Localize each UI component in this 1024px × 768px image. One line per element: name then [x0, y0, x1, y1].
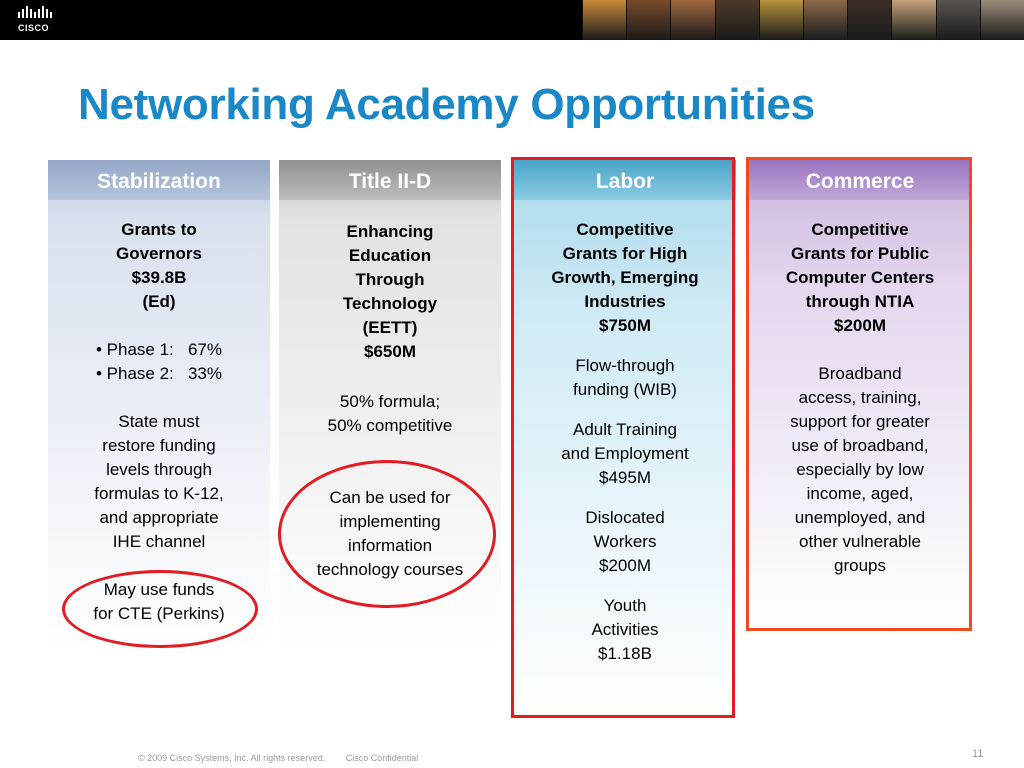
dislocated-amount: $200M	[599, 556, 651, 575]
adult-training	[520, 418, 730, 490]
cte-line: for CTE (Perkins)	[93, 604, 225, 623]
adult-line: Adult Training	[573, 420, 677, 439]
flow-line: funding (WIB)	[573, 380, 677, 399]
flow-through-note	[520, 354, 730, 402]
it-line: technology courses	[316, 560, 464, 579]
state-line: restore funding	[102, 436, 216, 455]
dislocated-line: Dislocated	[585, 508, 665, 527]
stabilization-line: Governors	[116, 244, 202, 263]
eett-line: Technology	[342, 294, 438, 313]
broadband-line: Broadband	[818, 364, 902, 383]
labor-line: Competitive	[576, 220, 674, 239]
photo-strip	[582, 0, 1024, 40]
flow-line: Flow-through	[575, 356, 675, 375]
photo-tile	[980, 0, 1024, 40]
cte-note	[54, 578, 264, 626]
photo-tile	[847, 0, 891, 40]
stabilization-header: Stabilization	[48, 160, 270, 200]
photo-tile	[803, 0, 847, 40]
stabilization-line: (Ed)	[142, 292, 176, 311]
labor-header: Labor	[514, 160, 736, 200]
labor-line: Industries	[584, 292, 666, 311]
youth-amount: $1.18B	[598, 644, 652, 663]
broadband-note	[755, 362, 965, 578]
slide-title: Networking Academy Opportunities	[78, 80, 815, 129]
labor-line: Grants for High	[562, 244, 688, 263]
state-line: State must	[118, 412, 200, 431]
title-ii-d-header: Title II-D	[279, 160, 501, 200]
photo-tile	[759, 0, 803, 40]
youth-activities	[520, 594, 730, 666]
youth-line: Youth	[603, 596, 647, 615]
footer	[138, 753, 436, 763]
broadband-line: groups	[834, 556, 886, 575]
broadband-line: use of broadband,	[791, 436, 929, 455]
state-line: and appropriate	[99, 508, 219, 527]
state-line: formulas to K-12,	[94, 484, 224, 503]
commerce-column	[749, 160, 971, 628]
top-banner	[0, 0, 1024, 40]
labor-amount: $750M	[599, 316, 651, 335]
formula-line: 50% competitive	[327, 416, 453, 435]
it-line: implementing	[339, 512, 441, 531]
state-line: levels through	[106, 460, 212, 479]
eett-block	[285, 220, 495, 364]
labor-grant-block	[520, 218, 730, 338]
photo-tile	[670, 0, 714, 40]
commerce-line: Computer Centers	[785, 268, 935, 287]
broadband-line: unemployed, and	[794, 508, 926, 527]
broadband-line: income, aged,	[806, 484, 914, 503]
photo-tile	[891, 0, 935, 40]
commerce-grant-block	[755, 218, 965, 338]
page-number: 11	[972, 748, 984, 760]
formula-line: 50% formula;	[339, 392, 441, 411]
phase-1: • Phase 1: 67%	[96, 340, 222, 359]
formula-split	[285, 390, 495, 438]
it-line: information	[347, 536, 433, 555]
eett-line: Education	[348, 246, 432, 265]
broadband-line: especially by low	[796, 460, 924, 479]
stabilization-grant-block	[54, 218, 264, 314]
state-line: IHE channel	[112, 532, 206, 551]
broadband-line: support for greater	[790, 412, 930, 431]
eett-line: Through	[355, 270, 425, 289]
eett-line: Enhancing	[346, 222, 434, 241]
eett-amount: $650M	[364, 342, 416, 361]
stabilization-column	[48, 160, 270, 650]
commerce-line: Competitive	[811, 220, 909, 239]
youth-line: Activities	[591, 620, 659, 639]
copyright-text: © 2009 Cisco Systems, Inc. All rights reserved.	[138, 753, 326, 763]
stabilization-amount: $39.8B	[131, 268, 187, 287]
broadband-line: other vulnerable	[799, 532, 921, 551]
adult-line: and Employment	[561, 444, 689, 463]
photo-tile	[582, 0, 626, 40]
cisco-logo-text: CISCO	[18, 23, 50, 33]
photo-tile	[936, 0, 980, 40]
labor-line: Growth, Emerging	[551, 268, 699, 287]
photo-tile	[626, 0, 670, 40]
commerce-line: Grants for Public	[791, 244, 929, 263]
phase-2: • Phase 2: 33%	[96, 364, 222, 383]
commerce-amount: $200M	[834, 316, 886, 335]
commerce-header: Commerce	[749, 160, 971, 200]
it-line: Can be used for	[329, 488, 451, 507]
broadband-line: access, training,	[798, 388, 922, 407]
phase-list	[54, 338, 264, 386]
labor-column	[514, 160, 736, 716]
confidential-text: Cisco Confidential	[345, 753, 419, 763]
commerce-line: through NTIA	[805, 292, 915, 311]
it-courses-note	[285, 486, 495, 582]
photo-tile	[715, 0, 759, 40]
adult-amount: $495M	[599, 468, 651, 487]
cte-line: May use funds	[103, 580, 215, 599]
eett-line: (EETT)	[362, 318, 418, 337]
dislocated-line: Workers	[593, 532, 657, 551]
stabilization-line: Grants to	[121, 220, 197, 239]
dislocated-workers	[520, 506, 730, 578]
state-requirement	[54, 410, 264, 554]
title-ii-d-column	[279, 160, 501, 650]
